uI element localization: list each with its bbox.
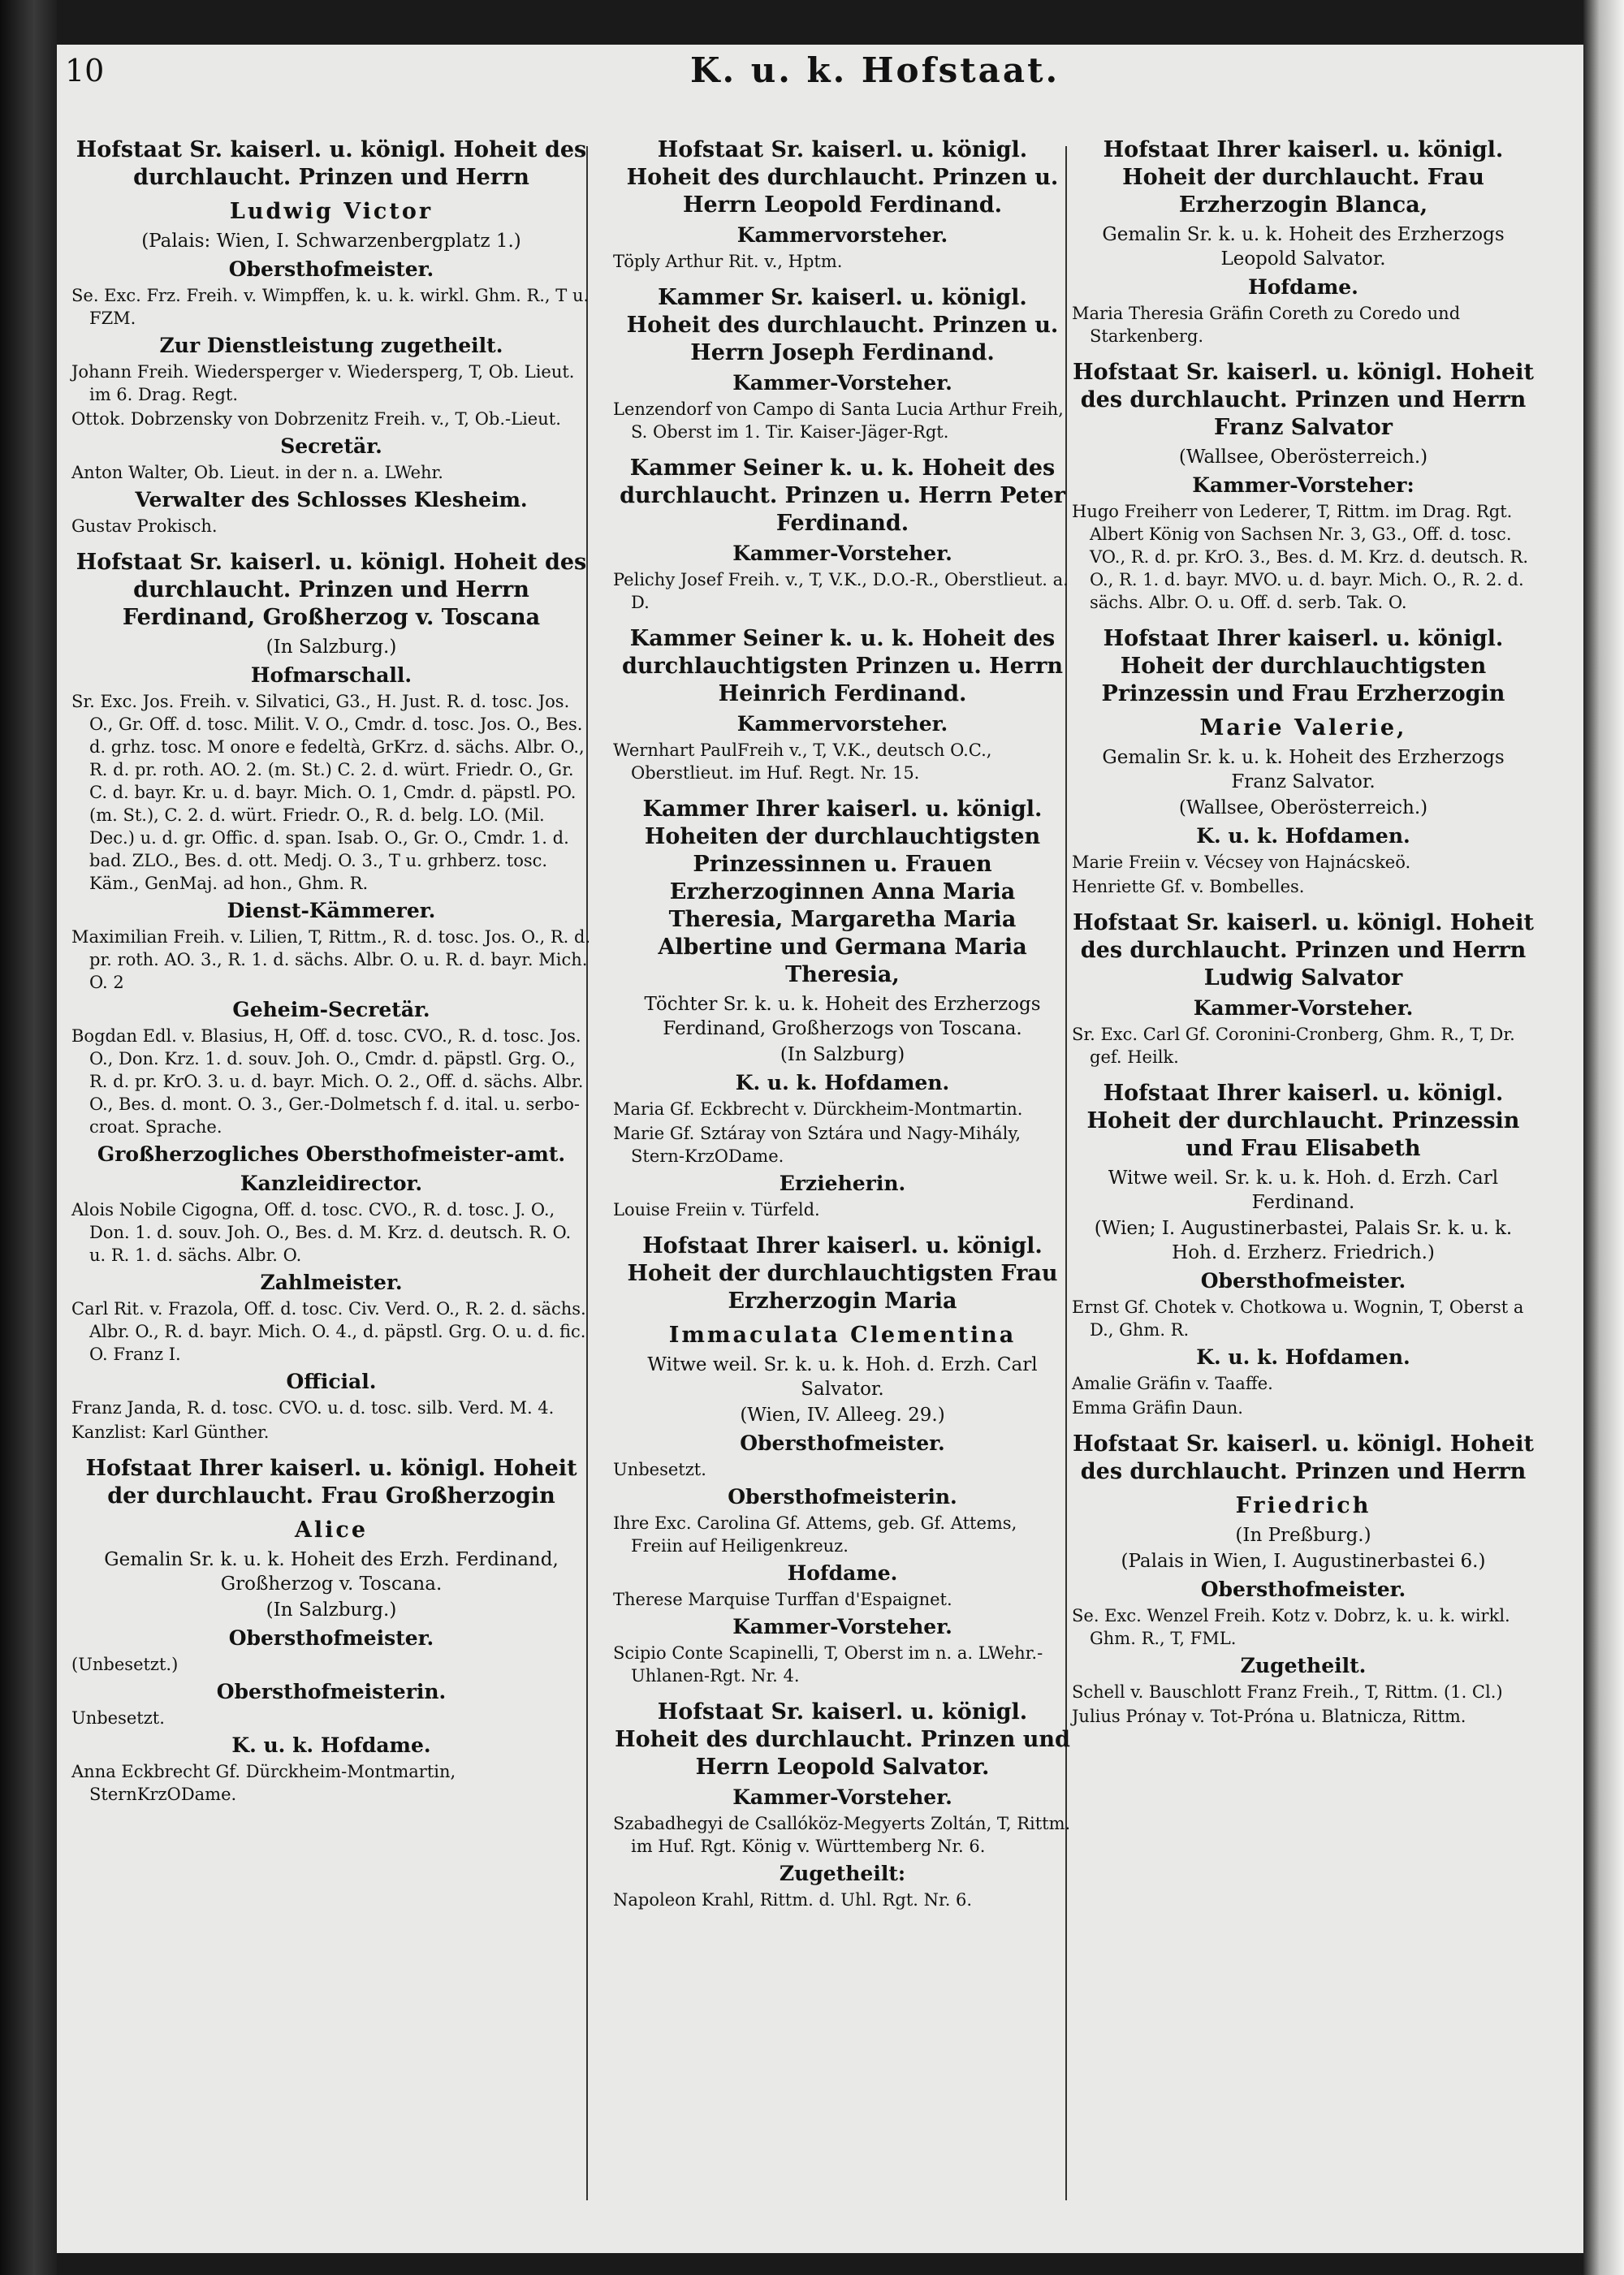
section-subtitle: (Palais: Wien, I. Schwarzenbergplatz 1.) (141, 231, 521, 252)
person-entry: Unbesetzt. (613, 1460, 706, 1479)
person-entry: Anna Eckbrecht Gf. Dürckheim-Montmartin, SternKrzODame. (71, 1762, 456, 1804)
household-section (613, 284, 1072, 443)
person-entry: Hugo Freiherr von Lederer, T, Rittm. im Drag. Rgt. Albert König von Sachsen Nr. 3, G3., Off. d. tosc. VO., R. d. pr. KrO. 3., Bes. d. M. Krz. d. deutsch. R. O., R. 1. d. bayr. MVO. u. d. bayr. Mich. O., R. 2. d. sächs. Albr. O. u. Off. d. serb. Tak. O. (1072, 502, 1529, 612)
person-entry: Schell v. Bauschlott Franz Freih., T, Rittm. (1. Cl.) (1072, 1682, 1503, 1702)
person-entry: Henriette Gf. v. Bombelles. (1072, 877, 1305, 896)
office-title: Hofdame. (1248, 275, 1358, 299)
person-entry: Unbesetzt. (71, 1708, 165, 1728)
section-subtitle: Witwe weil. Sr. k. u. k. Hoh. d. Erzh. Carl Ferdinand. (1108, 1168, 1499, 1213)
household-section (1072, 1431, 1535, 1728)
section-heading: Kammer Ihrer kaiserl. u. königl. Hoheiten der durchlauchtigsten Prinzessinnen u. Frauen Erzherzoginnen Anna Maria Theresia, Margaretha Maria Albertine und Germana Maria Theresia, (642, 796, 1043, 987)
section-subtitle: (In Preßburg.) (1235, 1525, 1371, 1546)
office-title: K. u. k. Hofdamen. (735, 1071, 950, 1094)
office-title: Dienst-Kämmerer. (227, 899, 436, 922)
person-entry: Scipio Conte Scapinelli, T, Oberst im n. a. LWehr.-Uhlanen-Rgt. Nr. 4. (613, 1643, 1043, 1686)
office-title: Kammer-Vorsteher. (732, 371, 952, 395)
person-entry: Lenzendorf von Campo di Santa Lucia Arthur Freih, S. Oberst im 1. Tir. Kaiser-Jäger-Rgt. (613, 399, 1064, 442)
household-section (613, 796, 1072, 1221)
person-entry: Johann Freih. Wiedersperger v. Wiedersperg, T, Ob. Lieut. im 6. Drag. Regt. (71, 362, 575, 404)
person-entry: Töply Arthur Rit. v., Hptm. (613, 252, 843, 271)
section-subtitle: Gemalin Sr. k. u. k. Hoheit des Erzherzogs Franz Salvator. (1102, 747, 1505, 792)
household-section (613, 1232, 1072, 1687)
person-entry: Maximilian Freih. v. Lilien, T, Rittm., R. d. tosc. Jos. O., R. d. pr. roth. AO. 3., R. 1. d. sächs. Albr. O. u. R. d. bayr. Mich. O. 2 (71, 927, 591, 992)
office-title: Obersthofmeister. (740, 1431, 945, 1455)
household-section (613, 625, 1072, 784)
section-heading: Kammer Seiner k. u. k. Hoheit des durchlauchtigsten Prinzen u. Herrn Heinrich Ferdinand. (622, 626, 1063, 706)
column-2 (613, 130, 1072, 1923)
household-section (1072, 136, 1535, 348)
page-number: 10 (65, 53, 105, 88)
office-title: Kammervorsteher. (736, 223, 948, 247)
section-subtitle: Töchter Sr. k. u. k. Hoheit des Erzherzogs Ferdinand, Großherzogs von Toscana. (644, 994, 1041, 1039)
section-name: Alice (294, 1517, 369, 1543)
office-title: Obersthofmeister. (1200, 1269, 1406, 1293)
column-1 (71, 130, 591, 1817)
office-title: Obersthofmeister. (228, 1626, 434, 1650)
person-entry: Napoleon Krahl, Rittm. d. Uhl. Rgt. Nr. 6. (613, 1890, 973, 1910)
office-title: Zahlmeister. (260, 1271, 403, 1294)
person-entry: Maria Gf. Eckbrecht v. Dürckheim-Montmartin. (613, 1099, 1023, 1119)
section-subtitle: (Wallsee, Oberösterreich.) (1178, 447, 1428, 468)
office-title: Zugetheilt: (779, 1862, 906, 1885)
household-section (71, 549, 591, 1444)
person-entry: Ottok. Dobrzensky von Dobrzenitz Freih. v., T, Ob.-Lieut. (71, 409, 561, 429)
person-entry: (Unbesetzt.) (71, 1655, 179, 1674)
section-heading: Hofstaat Sr. kaiserl. u. königl. Hoheit des durchlaucht. Prinzen u. Herrn Leopold Ferdinand. (626, 137, 1059, 218)
section-heading: Hofstaat Sr. kaiserl. u. königl. Hoheit des durchlaucht. Prinzen und Herrn (1073, 1431, 1534, 1484)
household-section (613, 1699, 1072, 1911)
column-3 (1072, 130, 1535, 1739)
section-name: Immaculata Clementina (668, 1323, 1017, 1348)
person-entry: Maria Theresia Gräfin Coreth zu Coredo und Starkenberg. (1072, 304, 1461, 346)
person-entry: Sr. Exc. Carl Gf. Coronini-Cronberg, Ghm. R., T, Dr. gef. Heilk. (1072, 1025, 1515, 1067)
office-title: Obersthofmeister. (1200, 1578, 1406, 1601)
person-entry: Julius Prónay v. Tot-Próna u. Blatnicza, Rittm. (1072, 1707, 1466, 1726)
section-subtitle: Gemalin Sr. k. u. k. Hoheit des Erzherzogs Leopold Salvator. (1102, 224, 1505, 270)
person-entry: Franz Janda, R. d. tosc. CVO. u. d. tosc. silb. Verd. M. 4. (71, 1398, 555, 1418)
office-title: Obersthofmeisterin. (216, 1680, 447, 1703)
person-entry: Wernhart PaulFreih v., T, V.K., deutsch O.C., Oberstlieut. im Huf. Regt. Nr. 15. (613, 740, 992, 783)
page-edge (1583, 0, 1624, 2275)
section-heading: Hofstaat Sr. kaiserl. u. königl. Hoheit des durchlaucht. Prinzen und Herrn Ludwig Salvator (1073, 910, 1534, 991)
section-heading: Hofstaat Sr. kaiserl. u. königl. Hoheit des durchlaucht. Prinzen und Herrn (76, 137, 587, 190)
section-name: Marie Valerie, (1199, 715, 1407, 740)
person-entry: Gustav Prokisch. (71, 516, 218, 536)
office-title: Hofmarschall. (250, 663, 412, 687)
book-gutter (0, 0, 57, 2275)
section-subtitle: Witwe weil. Sr. k. u. k. Hoh. d. Erzh. Carl Salvator. (647, 1354, 1038, 1400)
person-entry: Marie Freiin v. Vécsey von Hajnácskeö. (1072, 853, 1411, 872)
person-entry: Se. Exc. Frz. Freih. v. Wimpffen, k. u. k. wirkl. Ghm. R., T u. FZM. (71, 286, 590, 328)
office-title: Kammervorsteher. (736, 712, 948, 736)
office-title: Hofdame. (787, 1561, 898, 1585)
person-entry: Alois Nobile Cigogna, Off. d. tosc. CVO., R. d. tosc. J. O., Don. 1. d. souv. Joh. O., Bes. d. M. Krz. d. deutsch. R. O. u. R. 1. d. sächs. Albr. O. (71, 1200, 572, 1265)
office-title: Geheim-Secretär. (232, 998, 430, 1021)
section-subtitle: (Wallsee, Oberösterreich.) (1178, 797, 1428, 818)
person-entry: Sr. Exc. Jos. Freih. v. Silvatici, G3., H. Just. R. d. tosc. Jos. O., Gr. Off. d. tosc. Milit. V. O., Cmdr. d. tosc. Jos. O., Bes. d. grhz. tosc. M onore e fedeltà, GrKrz. d. sächs. Albr. O., R. d. pr. roth. AO. 2. (m. St.) C. 2. d. würt. Friedr. O., Gr. C. d. bayr. Kr. u. d. bayr. Mich. O. 1, Cmdr. d. päpstl. PO. (m. St.), C. 2. d. würt. Friedr. O., R. d. belg. LO. (Mil. Dec.) u. d. gr. Offic. d. span. Isab. O., Gr. O., Cmdr. 1. d. bad. ZLO., Bes. d. ott. Medj. O. 3., T u. grhberz. tosc. Käm., GenMaj. ad hon., Ghm. R. (71, 692, 585, 893)
section-subtitle: (Wien, IV. Alleeg. 29.) (740, 1405, 945, 1426)
section-name: Friedrich (1235, 1493, 1371, 1518)
person-entry: Szabadhegyi de Csallóköz-Megyerts Zoltán, T, Rittm. im Huf. Rgt. König v. Württemberg Nr. 6. (613, 1814, 1071, 1856)
office-title: Kammer-Vorsteher. (732, 542, 952, 565)
person-entry: Anton Walter, Ob. Lieut. in der n. a. LWehr. (71, 463, 443, 482)
section-subtitle: (Wien; I. Augustinerbastei, Palais Sr. k. u. k. Hoh. d. Erzherz. Friedrich.) (1094, 1218, 1513, 1263)
office-title: K. u. k. Hofdame. (231, 1733, 431, 1757)
office-title: Secretär. (280, 434, 382, 458)
person-entry: Bogdan Edl. v. Blasius, H, Off. d. tosc. CVO., R. d. tosc. Jos. O., Don. Krz. 1. d. souv. Joh. O., Cmdr. d. päpstl. Grg. O., R. d. pr. KrO. 3. u. d. bayr. Mich. O. 2., Off. d. sächs. Albr. O., Bes. d. mont. O. 3., Ger.-Dolmetsch f. d. ital. u. serbo-croat. Sprache. (71, 1026, 584, 1137)
office-title: Erzieherin. (779, 1172, 906, 1195)
office-title: Kammer-Vorsteher. (1193, 996, 1414, 1020)
section-heading: Hofstaat Ihrer kaiserl. u. königl. Hoheit der durchlauchtigsten Frau Erzherzogin Maria (627, 1233, 1058, 1314)
running-head: K. u. k. Hofstaat. (690, 50, 1060, 90)
section-heading: Kammer Sr. kaiserl. u. königl. Hoheit des durchlaucht. Prinzen u. Herrn Joseph Ferdinand. (626, 285, 1059, 365)
person-entry: Amalie Gräfin v. Taaffe. (1072, 1374, 1273, 1393)
section-subtitle: (In Salzburg.) (266, 1599, 397, 1621)
person-entry: Marie Gf. Sztáray von Sztára und Nagy-Mihály, Stern-KrzODame. (613, 1124, 1021, 1166)
household-section (1072, 909, 1535, 1068)
household-section (71, 136, 591, 537)
section-heading: Hofstaat Ihrer kaiserl. u. königl. Hoheit der durchlaucht. Frau Erzherzogin Blanca, (1103, 137, 1504, 218)
household-section (613, 136, 1072, 273)
household-section (613, 455, 1072, 614)
household-section (71, 1455, 591, 1806)
section-heading: Hofstaat Ihrer kaiserl. u. königl. Hoheit der durchlaucht. Prinzessin und Frau Elisabeth (1086, 1081, 1520, 1161)
office-title: Großherzogliches Obersthofmeister-amt. (97, 1142, 566, 1166)
office-title: Obersthofmeister. (228, 257, 434, 281)
office-title: Zugetheilt. (1240, 1654, 1367, 1677)
office-title: Verwalter des Schlosses Klesheim. (135, 488, 528, 512)
person-entry: Carl Rit. v. Frazola, Off. d. tosc. Civ. Verd. O., R. 2. d. sächs. Albr. O., R. d. bayr. Mich. O. 4., d. päpstl. Grg. O. u. d. fic. O. Franz I. (71, 1299, 586, 1364)
person-entry: Se. Exc. Wenzel Freih. Kotz v. Dobrz, k. u. k. wirkl. Ghm. R., T, FML. (1072, 1606, 1510, 1648)
section-heading: Hofstaat Ihrer kaiserl. u. königl. Hoheit der durchlaucht. Frau Großherzogin (85, 1456, 577, 1509)
section-heading: Kammer Seiner k. u. k. Hoheit des durchlaucht. Prinzen u. Herrn Peter Ferdinand. (620, 455, 1065, 536)
section-heading: Hofstaat Ihrer kaiserl. u. königl. Hoheit der durchlauchtigsten Prinzessin und Frau Erzherzogin (1101, 626, 1505, 706)
office-title: Obersthofmeisterin. (728, 1485, 957, 1509)
office-title: Kammer-Vorsteher. (732, 1785, 952, 1809)
section-subtitle: (Palais in Wien, I. Augustinerbastei 6.) (1121, 1551, 1486, 1572)
person-entry: Kanzlist: Karl Günther. (71, 1422, 270, 1442)
person-entry: Emma Gräfin Daun. (1072, 1398, 1243, 1418)
section-heading: Hofstaat Sr. kaiserl. u. königl. Hoheit des durchlaucht. Prinzen und Herrn Franz Salvator (1073, 360, 1534, 440)
office-title: Kammer-Vorsteher. (732, 1615, 952, 1638)
person-entry: Louise Freiin v. Türfeld. (613, 1200, 820, 1220)
office-title: K. u. k. Hofdamen. (1196, 1345, 1410, 1369)
office-title: Kanzleidirector. (240, 1172, 423, 1195)
section-heading: Hofstaat Sr. kaiserl. u. königl. Hoheit des durchlaucht. Prinzen und Herrn Leopold Salvator. (615, 1699, 1070, 1780)
section-name: Ludwig Victor (229, 199, 434, 224)
section-subtitle: (In Salzburg) (780, 1044, 905, 1065)
section-subtitle: (In Salzburg.) (266, 637, 397, 658)
office-title: K. u. k. Hofdamen. (1196, 824, 1410, 848)
section-heading: Hofstaat Sr. kaiserl. u. königl. Hoheit des durchlaucht. Prinzen und Herrn Ferdinand, Großherzog v. Toscana (76, 550, 587, 630)
person-entry: Therese Marquise Turffan d'Espaignet. (613, 1590, 952, 1609)
household-section (1072, 625, 1535, 898)
section-subtitle: Gemalin Sr. k. u. k. Hoheit des Erzh. Ferdinand, Großherzog v. Toscana. (104, 1549, 559, 1595)
office-title: Kammer-Vorsteher: (1192, 473, 1415, 497)
office-title: Official. (286, 1370, 377, 1393)
person-entry: Ernst Gf. Chotek v. Chotkowa u. Wognin, T, Oberst a D., Ghm. R. (1072, 1297, 1524, 1340)
person-entry: Pelichy Josef Freih. v., T, V.K., D.O.-R., Oberstlieut. a. D. (613, 570, 1069, 612)
office-title: Zur Dienstleistung zugetheilt. (159, 334, 503, 357)
household-section (1072, 1080, 1535, 1419)
person-entry: Ihre Exc. Carolina Gf. Attems, geb. Gf. Attems, Freiin auf Heiligenkreuz. (613, 1513, 1017, 1556)
household-section (1072, 359, 1535, 614)
